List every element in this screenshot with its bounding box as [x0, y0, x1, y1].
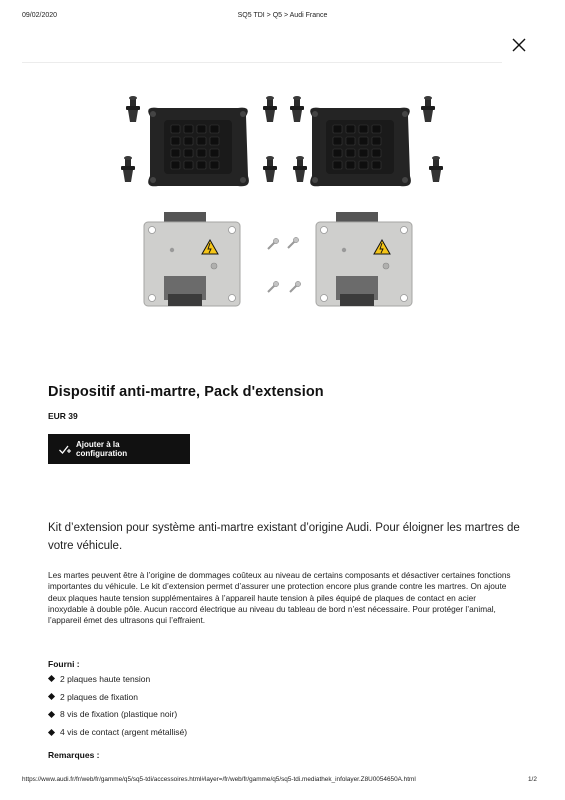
list-item-text: 2 plaques de fixation — [60, 691, 138, 702]
list-item — [48, 723, 187, 741]
list-item-text: 4 vis de contact (argent métallisé) — [60, 727, 188, 738]
print-page-number: 1/2 — [528, 776, 537, 783]
product-lead: Kit d’extension pour système anti-martre existant d’origine Audi. Pour éloigner les martres de votre véhicule. — [48, 522, 520, 552]
diamond-bullet-icon — [48, 675, 55, 682]
list-item — [48, 706, 187, 724]
header-divider — [22, 62, 502, 63]
print-date: 09/02/2020 — [22, 12, 58, 19]
add-to-configuration-button[interactable] — [48, 434, 190, 464]
check-plus-icon — [58, 442, 72, 456]
add-button-label: Ajouter à la configuration — [76, 440, 128, 458]
list-item — [48, 670, 187, 688]
product-image — [110, 88, 455, 328]
product-price: EUR 39 — [48, 411, 78, 421]
list-item-text: 8 vis de fixation (plastique noir) — [60, 709, 178, 720]
close-button[interactable] — [508, 34, 530, 56]
close-icon — [508, 34, 530, 56]
print-page-title: SQ5 TDI > Q5 > Audi France — [237, 12, 328, 19]
remarks-label: Remarques : — [48, 750, 100, 760]
list-item-text: 2 plaques haute tension — [60, 673, 151, 684]
print-url: https://www.audi.fr/fr/web/fr/gamme/q5/sq5-tdi/accessoires.html#layer=/fr/web/fr/gamme/q5/sq5-tdi.mediathek_infolayer.Z8U0054650A.html — [22, 776, 416, 783]
print-header — [0, 12, 565, 26]
product-description: Les martes peuvent être à l’origine de dommages coûteux au niveau de certains composants et désactiver certaines fonctions importantes du véhicule. Le kit d’extension permet d’assurer une protection encore plus grande contre les martres. On ajoute deux plaques haute tension supplémentaires à l’appareil haute tension à piles équipé de plaques de contact en acier inoxydable à double pôle. Aucun raccord électrique au niveau du tableau de bord n’est nécessaire. Pour protéger l’animal, l’appareil émet des ultrasons qui l’effraient. — [48, 570, 511, 626]
supplied-label: Fourni : — [48, 659, 80, 669]
diamond-bullet-icon — [48, 729, 55, 736]
list-item — [48, 688, 187, 706]
diamond-bullet-icon — [48, 693, 55, 700]
product-title: Dispositif anti-martre, Pack d'extension — [48, 384, 324, 400]
supplied-list — [48, 670, 187, 741]
print-footer — [0, 776, 565, 788]
diamond-bullet-icon — [48, 711, 55, 718]
